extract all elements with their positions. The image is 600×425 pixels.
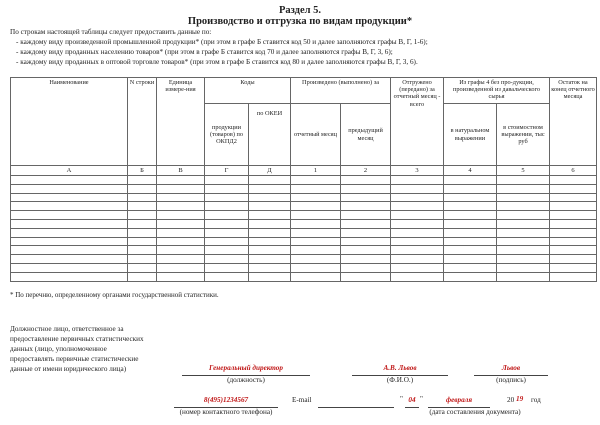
table-row [11, 211, 597, 220]
table-cell [11, 228, 128, 237]
table-cell [497, 246, 550, 255]
col-letter: Г [205, 166, 249, 176]
table-cell [249, 184, 291, 193]
table-cell [128, 272, 157, 281]
table-cell [341, 219, 391, 228]
date-quote-close: " [420, 395, 423, 403]
table-cell [341, 246, 391, 255]
intro-item-3: - каждому виду проданных в оптовой торговле товаров* (при этом в графе Б ставится код 80 и далее заполняются графы В, Г, 3, 6). [16, 58, 418, 66]
table-cell [391, 255, 444, 264]
table-cell [444, 219, 497, 228]
col-letter: Б [128, 166, 157, 176]
table-row [11, 228, 597, 237]
table-cell [128, 255, 157, 264]
table-cell [444, 237, 497, 246]
table-cell [341, 228, 391, 237]
table-cell [249, 228, 291, 237]
table-row [11, 237, 597, 246]
table-cell [550, 246, 597, 255]
table-cell [157, 219, 205, 228]
table-cell [497, 202, 550, 211]
table-cell [444, 211, 497, 220]
table-cell [128, 202, 157, 211]
table-cell [497, 184, 550, 193]
table-cell [157, 211, 205, 220]
table-cell [497, 228, 550, 237]
table-cell [249, 255, 291, 264]
table-cell [157, 272, 205, 281]
table-cell [341, 237, 391, 246]
table-cell [205, 202, 249, 211]
header-shipped: Отгружено (передано) за отчетный месяц - всего [391, 78, 444, 166]
col-letter: 6 [550, 166, 597, 176]
header-unit: Единица измере-ния [157, 78, 205, 166]
table-cell [11, 246, 128, 255]
header-okpd: продукции (товаров) по ОКПД2 [205, 104, 249, 166]
date-caption: (дата составления документа) [429, 408, 521, 416]
name-value: А.В. Львов [383, 364, 417, 372]
table-cell [205, 219, 249, 228]
table-cell [497, 255, 550, 264]
table-cell [291, 211, 341, 220]
table-cell [205, 237, 249, 246]
header-row-no: N строки [128, 78, 157, 166]
table-cell [249, 211, 291, 220]
table-cell [205, 228, 249, 237]
table-cell [157, 228, 205, 237]
table-cell [11, 193, 128, 202]
phone-value: 8(495)1234567 [203, 396, 249, 404]
table-cell [550, 263, 597, 272]
header-okei: по ОКЕИ [249, 104, 291, 166]
table-cell [391, 272, 444, 281]
intro-item-2: - каждому виду проданных населению товаров* (при этом в графе Б ставится код 70 и далее заполняются графы В, Г, 3, 6); [16, 48, 393, 56]
sign-value: Львов [501, 364, 521, 372]
date-quote-open: " [400, 395, 403, 403]
header-natural: в натуральном выражении [444, 104, 497, 166]
table-cell [249, 237, 291, 246]
header-codes: Коды [205, 78, 291, 104]
table-cell [249, 246, 291, 255]
col-letter: 1 [291, 166, 341, 176]
table-cell [128, 228, 157, 237]
table-cell [157, 202, 205, 211]
name-caption: (Ф.И.О.) [386, 376, 414, 384]
table-cell [291, 176, 341, 185]
table-cell [249, 176, 291, 185]
intro-item-1: - каждому виду произведенной промышленной продукции* (при этом в графе Б ставится код 50 и далее заполняются графы В, Г, 1-6); [16, 38, 428, 46]
table-cell [444, 272, 497, 281]
table-cell [391, 219, 444, 228]
table-cell [550, 272, 597, 281]
table-cell [11, 219, 128, 228]
table-cell [550, 211, 597, 220]
table-cell [11, 176, 128, 185]
official-line-5: данные от имени юридического лица) [10, 365, 127, 373]
header-tolling: Из графы 4 без про-дукции, произведенной из давальческого сырья [444, 78, 550, 104]
header-balance: Остаток на конец отчетного месяца [550, 78, 597, 166]
header-value: в стоимостном выражении, тыс руб [497, 104, 550, 166]
table-cell [391, 202, 444, 211]
date-year-prefix: 20 [507, 396, 515, 404]
table-cell [11, 184, 128, 193]
table-cell [205, 193, 249, 202]
header-name: Наименование [11, 78, 128, 166]
table-cell [497, 219, 550, 228]
col-letter: В [157, 166, 205, 176]
section-subtitle: Производство и отгрузка по видам продукции* [187, 16, 413, 27]
table-row [11, 263, 597, 272]
table-cell [444, 228, 497, 237]
table-cell [11, 202, 128, 211]
table-cell [11, 263, 128, 272]
table-cell [550, 176, 597, 185]
table-cell [391, 193, 444, 202]
table-cell [497, 237, 550, 246]
table-cell [497, 176, 550, 185]
table-cell [291, 255, 341, 264]
table-cell [550, 202, 597, 211]
official-line-4: предоставлять первичные статистические [10, 355, 139, 363]
table-cell [249, 272, 291, 281]
footnote: * По перечню, определенному органами государственной статистики. [10, 291, 219, 299]
table-cell [11, 237, 128, 246]
email-label: E-mail [292, 396, 312, 404]
table-cell [157, 193, 205, 202]
date-day: 04 [408, 396, 416, 404]
table-cell [157, 255, 205, 264]
table-cell [341, 184, 391, 193]
table-cell [341, 211, 391, 220]
table-cell [391, 237, 444, 246]
official-line-2: предоставление первичных статистических [10, 335, 144, 343]
table-cell [291, 272, 341, 281]
date-year: 19 [516, 395, 524, 403]
table-row [11, 184, 597, 193]
table-cell [291, 237, 341, 246]
date-day-line [405, 407, 419, 408]
table-cell [157, 176, 205, 185]
position-value: Генеральный директор [208, 364, 283, 372]
table-row [11, 272, 597, 281]
table-cell [550, 184, 597, 193]
table-cell [550, 219, 597, 228]
table-body [11, 176, 597, 282]
table-cell [291, 263, 341, 272]
table-cell [205, 176, 249, 185]
table-cell [128, 246, 157, 255]
table-cell [249, 263, 291, 272]
table-cell [497, 211, 550, 220]
table-cell [205, 211, 249, 220]
table-cell [291, 202, 341, 211]
table-cell [444, 184, 497, 193]
official-line-1: Должностное лицо, ответственное за [10, 325, 124, 333]
table-cell [550, 228, 597, 237]
table-cell [128, 211, 157, 220]
col-letter: А [11, 166, 128, 176]
table-row [11, 219, 597, 228]
table-cell [341, 255, 391, 264]
table-cell [205, 246, 249, 255]
table-cell [157, 263, 205, 272]
table-cell [128, 263, 157, 272]
table-cell [341, 176, 391, 185]
table-cell [550, 255, 597, 264]
table-row [11, 193, 597, 202]
production-table [10, 77, 597, 282]
table-cell [291, 193, 341, 202]
table-cell [291, 246, 341, 255]
intro-lead: По строкам настоящей таблицы следует предоставить данные по: [10, 28, 212, 36]
sign-caption: (подпись) [496, 376, 526, 384]
table-row [11, 246, 597, 255]
table-row [11, 176, 597, 185]
table-cell [205, 263, 249, 272]
table-cell [291, 184, 341, 193]
table-cell [128, 176, 157, 185]
table-cell [11, 255, 128, 264]
table-cell [157, 184, 205, 193]
table-cell [497, 272, 550, 281]
table-cell [205, 272, 249, 281]
table-cell [391, 228, 444, 237]
table-cell [550, 237, 597, 246]
section-title: Раздел 5. [278, 5, 322, 16]
table-cell [11, 211, 128, 220]
table-cell [497, 193, 550, 202]
col-letter: 2 [341, 166, 391, 176]
table-cell [341, 263, 391, 272]
table-cell [249, 202, 291, 211]
table-cell [11, 272, 128, 281]
table-cell [205, 184, 249, 193]
table-cell [391, 184, 444, 193]
table-cell [205, 255, 249, 264]
table-cell [341, 272, 391, 281]
table-cell [128, 219, 157, 228]
table-cell [391, 246, 444, 255]
table-cell [128, 184, 157, 193]
col-letter: 5 [497, 166, 550, 176]
table-cell [444, 176, 497, 185]
table-cell [444, 263, 497, 272]
table-cell [157, 246, 205, 255]
table-cell [291, 219, 341, 228]
position-caption: (должность) [227, 376, 265, 384]
table-row [11, 202, 597, 211]
header-produced: Произведено (выполнено) за [291, 78, 391, 104]
table-cell [391, 263, 444, 272]
table-cell [550, 193, 597, 202]
table-cell [444, 255, 497, 264]
table-row [11, 255, 597, 264]
col-letter: 3 [391, 166, 444, 176]
table-cell [391, 176, 444, 185]
table-cell [249, 219, 291, 228]
table-cell [249, 193, 291, 202]
col-letter: Д [249, 166, 291, 176]
table-cell [341, 202, 391, 211]
date-year-suffix: год [531, 396, 541, 404]
table-cell [341, 193, 391, 202]
table-cell [128, 237, 157, 246]
phone-caption: (номер контактного телефона) [179, 408, 273, 416]
col-letter: 4 [444, 166, 497, 176]
official-line-3: данных (лицо, уполномоченное [10, 345, 107, 353]
table-cell [157, 237, 205, 246]
table-cell [291, 228, 341, 237]
table-cell [444, 202, 497, 211]
date-month: февраля [445, 396, 473, 404]
table-cell [497, 263, 550, 272]
table-cell [444, 193, 497, 202]
table-cell [128, 193, 157, 202]
header-prev-month: предыдущий месяц [341, 104, 391, 166]
header-current-month: отчетный месяц [291, 104, 341, 166]
table-cell [391, 211, 444, 220]
email-line [318, 407, 394, 408]
column-letters-row [11, 166, 597, 176]
table-cell [444, 246, 497, 255]
